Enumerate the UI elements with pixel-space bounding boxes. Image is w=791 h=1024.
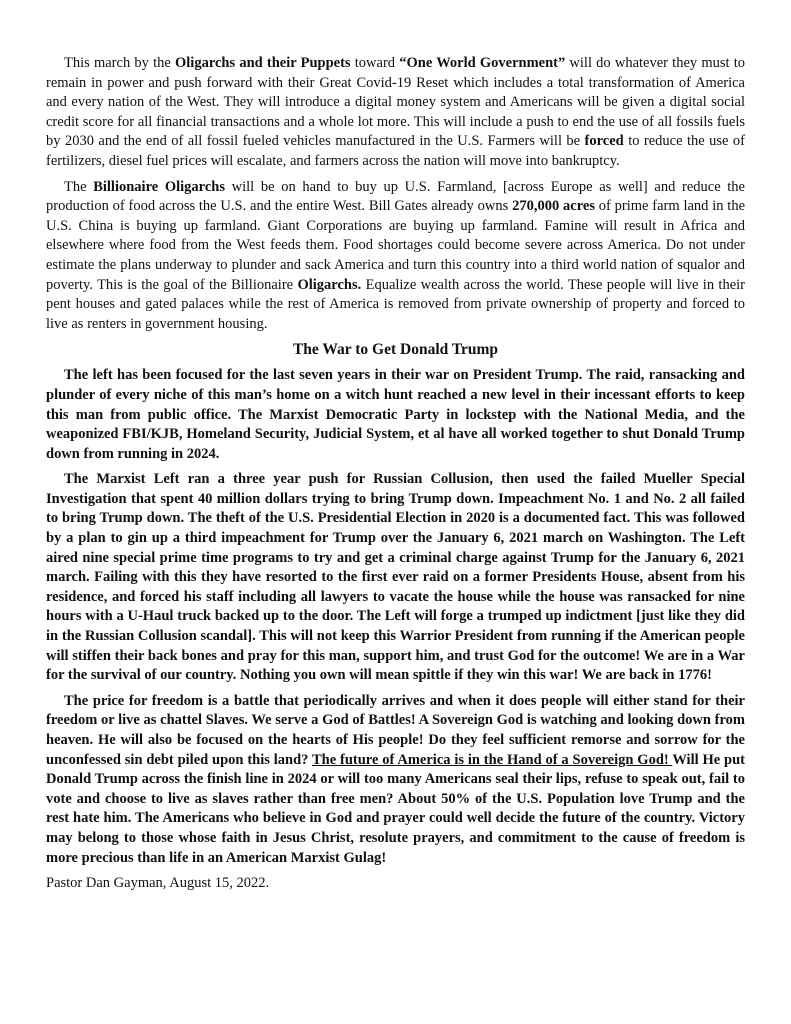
paragraph-price-for-freedom — [46, 692, 745, 868]
bold-run: Oligarchs. — [297, 276, 362, 293]
bold-run: forced — [584, 133, 624, 150]
bold-run: 270,000 acres — [512, 198, 595, 215]
text-run: The — [64, 178, 94, 195]
bold-run: Oligarchs and their Puppets — [174, 55, 351, 71]
bold-run: “One World Government” — [399, 55, 566, 71]
text-run: of prime farm land in the U.S. China is buying up farmland. Giant Corporations are buying up farmland. Famine will result in Africa and elsewhere where food from the West feeds them. Food shortages could become severe across America. Do not under estimate the plans underway to plunder and sack America and turn this country into a third world nation of squalor and poverty. This is the goal of the Billionaire — [46, 198, 746, 293]
text-run: toward — [350, 55, 400, 71]
paragraph-billionaire-oligarchs — [46, 178, 745, 335]
text-run: will be on hand to buy up U.S. Farmland, [across Europe as well] and reduce the production of food across the U.S. and the entire West. Bill Gates already owns — [46, 178, 745, 215]
text-run: The price for freedom is a battle that periodically arrives and when it does people will either stand for their freedom or live as chattel Slaves. We serve a God of Battles! A Sovereign God is watching and looking down from heaven. He will also be focused on the hearts of His people! Do they feel sufficient remorse and sorrow for the unconfessed sin debt piled upon this land? — [46, 692, 745, 768]
text-run: will do whatever they must to remain in power and push forward with their Great Covid-19 Reset which includes a total transformation of America and every nation of the West. They will introduce a digital money system and Americans will be given a digital social credit score for all financial transactions and a whole lot more. This will include a push to end the use of all fossils fuels by 2030 and the end of all fossil fueled vehicles manufactured in the U.S. Farmers will be — [46, 55, 746, 150]
paragraph-marxist-left: The Marxist Left ran a three year push for Russian Collusion, then used the failed Mueller Special Investigation that spent 40 million dollars trying to bring Trump down. Impeachment No. 1 and No. 2 all failed to bring Trump down. The theft of the U.S. Presidential Election in 2020 is a documented fact. This was followed by a plan to gin up a third impeachment for Trump over the January 6, 2021 march on Washington. The Left aired nine special prime time programs to try and get a criminal charge against Trump for the January 6, 2021 march. Failing with this they have resorted to the first ever raid on a former Presidents House, absent from his residence, and forced his staff including all lawyers to vacate the house while the house was ransacked for nine hours with a U-Haul truck backed up to the door. The Left will forge a trumped up indictment [just like they did in the Russian Collusion scandal]. This will not keep this Warrior President from running if the American people will stiffen their back bones and pray for this man, support him, and trust God for the outcome! We are in a War for the survival of our country. Nothing you own will mean spittle if they win this war! We are back in 1776! — [46, 471, 745, 684]
section-heading: The War to Get Donald Trump — [292, 341, 499, 359]
underlined-run: The future of America is in the Hand of a Sovereign God! — [312, 751, 673, 768]
text-run: Equalize wealth across the world. These people will live in their pent houses and gated palaces while the rest of America is removed from private ownership of property and forced to live as renters in government housing. — [46, 276, 746, 332]
signature-line: Pastor Dan Gayman, August 15, 2022. — [46, 875, 270, 892]
paragraph-war-on-trump: The left has been focused for the last seven years in their war on President Trump. The raid, ransacking and plunder of every niche of this man’s home on a witch hunt reached a new level in their incessant efforts to keep this man from public office. The Marxist Democratic Party in lockstep with the National Media, and the weaponized FBI/KJB, Homeland Security, Judicial System, et al have all worked together to shut Donald Trump down from running in 2024. — [46, 367, 745, 462]
text-run: Will He put Donald Trump across the finish line in 2024 or will too many Americans seal their lips, refuse to speak out, fail to vote and choose to live as slaves rather than free men? About 50% of the U.S. Population love Trump and the rest hate him. The Americans who believe in God and prayer could well decide the future of the country. Victory may belong to those whose faith in Jesus Christ, resolute prayers, and commitment to the cause of freedom is more precious than life in an American Marxist Gulag! — [46, 751, 745, 866]
paragraph-oligarchs-march — [46, 54, 745, 172]
bold-run: Billionaire Oligarchs — [93, 178, 225, 195]
text-run: This march by the — [64, 55, 175, 71]
text-run: to reduce the use of fertilizers, diesel fuel prices will escalate, and farmers across the nation will move into bankruptcy. — [46, 133, 745, 169]
